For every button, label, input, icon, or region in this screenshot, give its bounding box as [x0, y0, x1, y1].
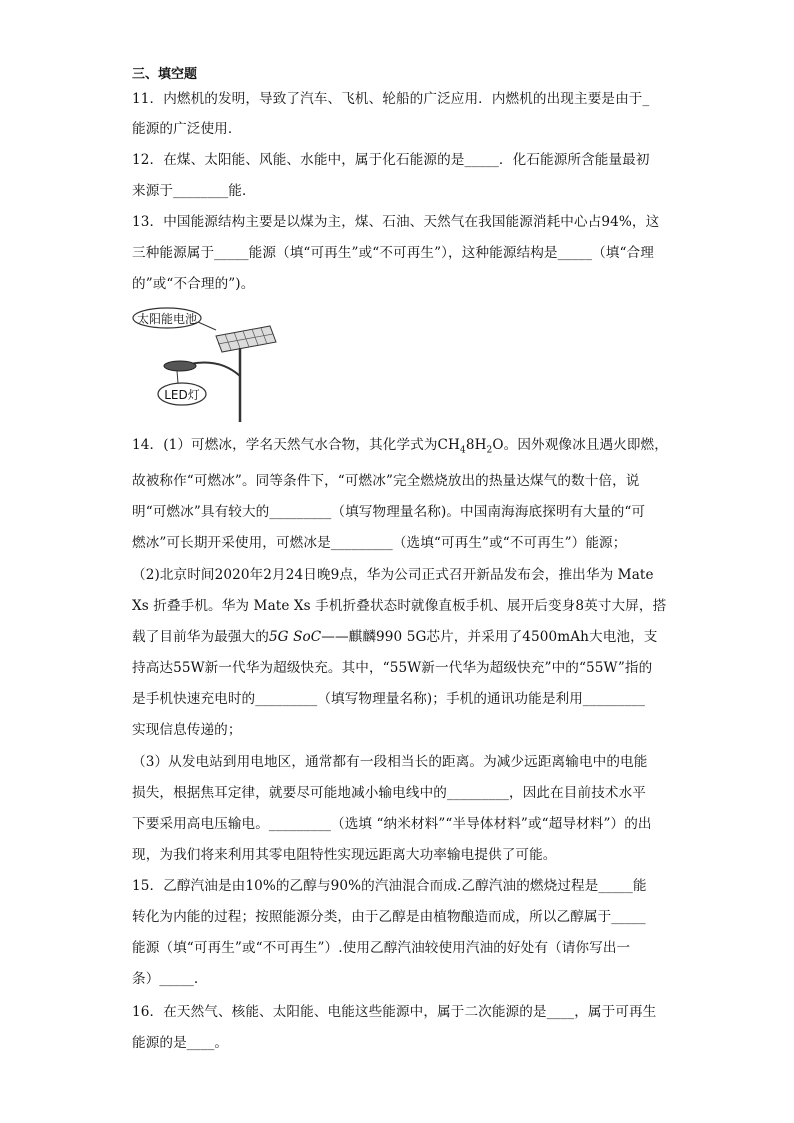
q14-2-line-6: 实现信息传递的；	[132, 722, 242, 738]
q12-line-2: 来源于________能．	[132, 183, 256, 199]
solar-panel	[216, 326, 276, 352]
q15-line-2: 转化为内能的过程；按照能源分类，由于乙醇是由植物酿造而成，所以乙醇属于_____	[132, 909, 646, 925]
led-label: LED灯	[164, 388, 200, 402]
q14-2-line-1: （2)北京时间2020年2月24日晚9点，华为公司正式召开新品发布会，推出华为 Mate	[132, 567, 654, 583]
q15-line-4: 条）_____.	[132, 971, 199, 987]
q16-line-2: 能源的是____。	[132, 1035, 229, 1051]
q11-line-1: 11．内燃机的发明，导致了汽车、飞机、轮船的广泛应用．内燃机的出现主要是由于_	[132, 91, 650, 107]
q16-line-1: 16．在天然气、核能、太阳能、电能这些能源中，属于二次能源的是____，属于可再生	[132, 1004, 657, 1020]
methane-hydrate-formula: $CH_48H_2O$	[437, 437, 504, 456]
q14-2-line-4: 持高达55W新一代华为超级快充。其中，“55W新一代华为超级快充”中的“55W”指的	[132, 660, 653, 676]
q14-line-3: 明“可燃冰”具有较大的_________（填写物理量名称)。中国南海海底探明有大量的“可	[132, 504, 646, 520]
solar-pointer	[198, 322, 216, 330]
q13-line-2: 三种能源属于_____能源（填“可再生”或“不可再生”），这种能源结构是_____（填“合理	[132, 245, 654, 261]
q14-3-line-3: 下要采用高电压输电。_________（选填 “纳米材料”“半导体材料”或“超导材料”）的出	[132, 816, 652, 832]
lamp-arm	[190, 363, 240, 377]
q14-2-line-3: 载了目前华为最强大的5G SoC——麒麟990 5G芯片，并采用了4500mAh大电池，支	[132, 629, 658, 645]
q14-line-2: 故被称作“可燃冰”。同等条件下，“可燃冰”完全燃烧放出的热量达煤气的数十倍，说	[132, 473, 640, 489]
q13-line-1: 13．中国能源结构主要是以煤为主，煤、石油、天然气在我国能源消耗中心占94%，这	[132, 214, 660, 230]
soc-text: 5G SoC	[268, 629, 322, 645]
solar-label: 太阳能电池	[136, 312, 198, 326]
q14-2-line-2: Xs 折叠手机。华为 Mate Xs 手机折叠状态时就像直板手机、展开后变身8英寸大屏，搭	[132, 598, 667, 614]
q13-line-3: 的”或“不合理的”)。	[132, 276, 255, 292]
q14-3-line-4: 现，为我们将来利用其零电阻特性实现远距离大功率输电提供了可能。	[132, 847, 557, 863]
q11-line-2: 能源的广泛使用．	[132, 121, 242, 137]
q14-line-1	[132, 437, 672, 459]
q14-3-line-2: 损失，根据焦耳定律，就要尽可能地减小输电线中的_________，因此在目前技术水平	[132, 785, 646, 801]
led-pointer	[177, 371, 178, 383]
q14-line-4: 燃冰”可长期开采使用，可燃冰是_________（选填“可再生”或“不可再生”）能源；	[132, 535, 627, 551]
q15-line-1: 15．乙醇汽油是由10%的乙醇与90%的汽油混合而成.乙醇汽油的燃烧过程是_____能	[132, 878, 647, 894]
q12-line-1: 12．在煤、太阳能、风能、水能中，属于化石能源的是_____．化石能源所含能量最初	[132, 152, 650, 168]
solar-streetlight-figure	[130, 306, 280, 426]
q15-line-3: 能源（填“可再生”或“不可再生”）.使用乙醇汽油较使用汽油的好处有（请你写出一	[132, 940, 631, 956]
section-title: 三、填空题	[132, 67, 198, 82]
q14-2-line-5: 是手机快速充电时的_________（填写物理量名称)；手机的通讯功能是利用_________	[132, 691, 645, 707]
q14-3-line-1: （3）从发电站到用电地区，通常都有一段相当长的距离。为减少远距离输电中的电能	[132, 754, 648, 770]
q14-suffix: 。因外观像冰且遇火即燃，	[503, 437, 668, 453]
lamp-head	[164, 361, 196, 371]
q14-prefix: 14．(1）可燃冰，学名天然气水合物，其化学式为	[132, 437, 438, 453]
